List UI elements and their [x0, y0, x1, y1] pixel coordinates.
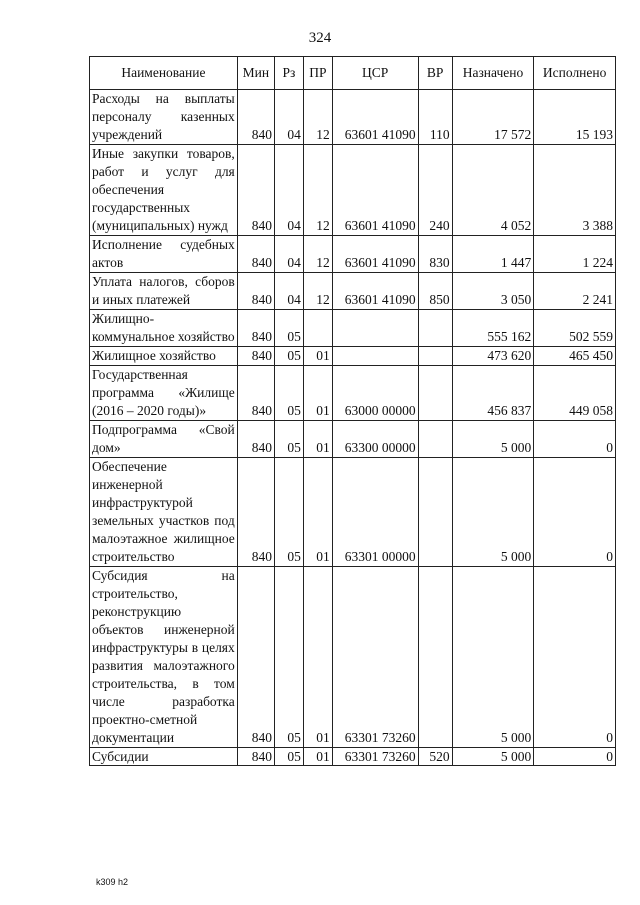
table-row	[90, 90, 616, 145]
row-vr	[418, 458, 452, 567]
budget-table	[89, 56, 616, 766]
row-vr: 850	[418, 273, 452, 310]
row-name: Субсидии	[90, 748, 238, 766]
row-assigned: 5 000	[452, 748, 534, 766]
row-csr: 63601 41090	[332, 273, 418, 310]
row-min: 840	[237, 310, 274, 347]
table-header	[90, 57, 616, 90]
row-vr	[418, 366, 452, 421]
table-row	[90, 458, 616, 567]
header-vr: ВР	[418, 57, 452, 90]
table-row	[90, 748, 616, 766]
row-rz: 05	[274, 310, 303, 347]
row-executed: 15 193	[534, 90, 616, 145]
header-csr: ЦСР	[332, 57, 418, 90]
header-min: Мин	[237, 57, 274, 90]
row-vr: 830	[418, 236, 452, 273]
row-vr	[418, 310, 452, 347]
row-vr: 520	[418, 748, 452, 766]
row-name: Субсидия на строительство, реконструкцию объектов инженерной инфраструктуры в целях развития малоэтажного строительства, в том числе разработка проектно-сметной документации	[90, 567, 238, 748]
row-vr	[418, 567, 452, 748]
row-min: 840	[237, 90, 274, 145]
row-pr: 12	[303, 236, 332, 273]
row-executed: 0	[534, 748, 616, 766]
row-min: 840	[237, 347, 274, 366]
row-executed: 2 241	[534, 273, 616, 310]
row-name: Уплата налогов, сборов и иных платежей	[90, 273, 238, 310]
row-executed: 502 559	[534, 310, 616, 347]
header-executed: Исполнено	[534, 57, 616, 90]
row-rz: 05	[274, 458, 303, 567]
row-assigned: 5 000	[452, 567, 534, 748]
row-vr	[418, 421, 452, 458]
row-executed: 0	[534, 458, 616, 567]
row-name: Жилищное хозяйство	[90, 347, 238, 366]
row-pr: 01	[303, 748, 332, 766]
row-assigned: 1 447	[452, 236, 534, 273]
table-row	[90, 273, 616, 310]
row-assigned: 456 837	[452, 366, 534, 421]
row-rz: 04	[274, 236, 303, 273]
row-rz: 05	[274, 748, 303, 766]
header-row	[90, 57, 616, 90]
table-row	[90, 567, 616, 748]
row-name: Исполнение судебных актов	[90, 236, 238, 273]
header-pr: ПР	[303, 57, 332, 90]
page-number: 324	[308, 30, 332, 46]
row-rz: 04	[274, 90, 303, 145]
row-pr: 01	[303, 567, 332, 748]
row-name: Жилищно-коммунальное хозяйство	[90, 310, 238, 347]
row-executed: 465 450	[534, 347, 616, 366]
row-executed: 0	[534, 421, 616, 458]
row-pr: 12	[303, 145, 332, 236]
row-csr: 63300 00000	[332, 421, 418, 458]
row-name: Иные закупки товаров, работ и услуг для обеспечения государственных (муниципальных) нужд	[90, 145, 238, 236]
row-vr: 110	[418, 90, 452, 145]
row-min: 840	[237, 567, 274, 748]
row-name: Государственная программа «Жилище (2016 – 2020 годы)»	[90, 366, 238, 421]
row-csr: 63301 73260	[332, 748, 418, 766]
row-executed: 3 388	[534, 145, 616, 236]
row-csr	[332, 347, 418, 366]
row-name: Обеспечение инженерной инфраструктурой земельных участков под малоэтажное жилищное строительство	[90, 458, 238, 567]
table-row	[90, 421, 616, 458]
footer-code: k309 h2	[96, 877, 129, 887]
row-vr	[418, 347, 452, 366]
row-pr: 12	[303, 273, 332, 310]
header-name: Наименование	[90, 57, 238, 90]
row-rz: 04	[274, 145, 303, 236]
row-pr: 01	[303, 366, 332, 421]
row-min: 840	[237, 366, 274, 421]
row-min: 840	[237, 421, 274, 458]
row-pr: 12	[303, 90, 332, 145]
row-min: 840	[237, 748, 274, 766]
row-assigned: 17 572	[452, 90, 534, 145]
row-pr: 01	[303, 458, 332, 567]
row-min: 840	[237, 458, 274, 567]
row-min: 840	[237, 273, 274, 310]
header-assigned: Назначено	[452, 57, 534, 90]
header-rz: Рз	[274, 57, 303, 90]
row-assigned: 473 620	[452, 347, 534, 366]
row-assigned: 555 162	[452, 310, 534, 347]
row-assigned: 5 000	[452, 421, 534, 458]
row-rz: 05	[274, 347, 303, 366]
row-rz: 04	[274, 273, 303, 310]
table-row	[90, 366, 616, 421]
row-csr: 63601 41090	[332, 236, 418, 273]
row-min: 840	[237, 145, 274, 236]
row-csr: 63601 41090	[332, 90, 418, 145]
table-row	[90, 145, 616, 236]
row-executed: 449 058	[534, 366, 616, 421]
row-rz: 05	[274, 421, 303, 458]
row-csr: 63000 00000	[332, 366, 418, 421]
row-executed: 0	[534, 567, 616, 748]
row-pr	[303, 310, 332, 347]
row-executed: 1 224	[534, 236, 616, 273]
row-min: 840	[237, 236, 274, 273]
row-name: Подпрограмма «Свой дом»	[90, 421, 238, 458]
row-vr: 240	[418, 145, 452, 236]
table-body	[90, 90, 616, 766]
row-rz: 05	[274, 567, 303, 748]
row-assigned: 4 052	[452, 145, 534, 236]
row-csr: 63301 73260	[332, 567, 418, 748]
table-row	[90, 347, 616, 366]
table-row	[90, 236, 616, 273]
row-pr: 01	[303, 421, 332, 458]
row-csr: 63301 00000	[332, 458, 418, 567]
row-csr: 63601 41090	[332, 145, 418, 236]
row-assigned: 5 000	[452, 458, 534, 567]
row-name: Расходы на выплаты персоналу казенных учреждений	[90, 90, 238, 145]
row-csr	[332, 310, 418, 347]
table-row	[90, 310, 616, 347]
row-pr: 01	[303, 347, 332, 366]
row-assigned: 3 050	[452, 273, 534, 310]
row-rz: 05	[274, 366, 303, 421]
